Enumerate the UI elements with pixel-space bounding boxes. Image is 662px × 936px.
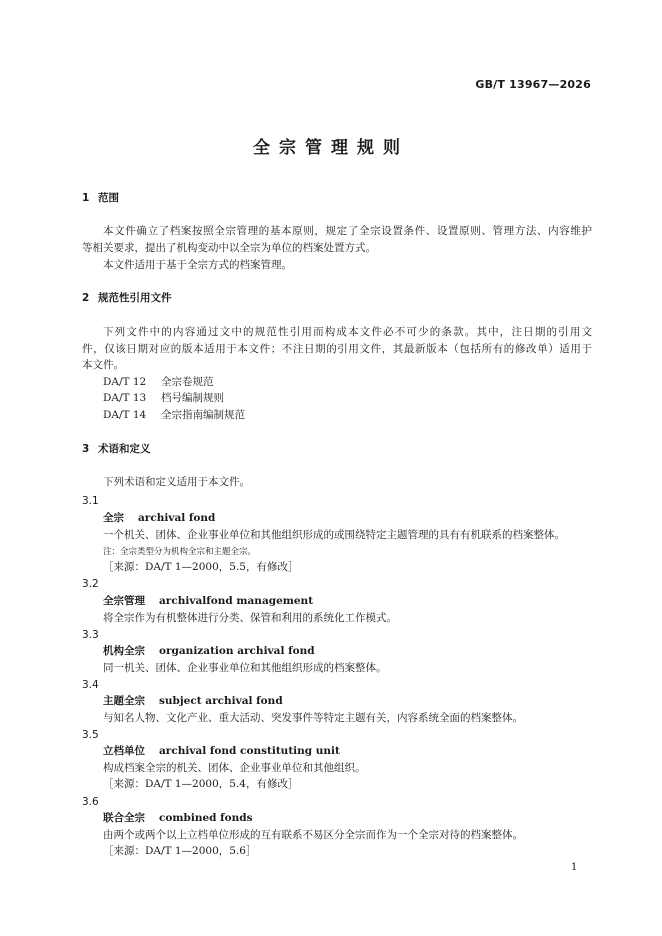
section-number: 2 [82, 292, 90, 304]
term-en: subject archival fond [159, 695, 283, 707]
section-2-heading [82, 291, 172, 305]
term-definition: 与知名人物、文化产业、重大活动、突发事件等特定主题有关，内容系统全面的档案整体。 [103, 712, 523, 724]
section-1-para-2: 本文件适用于基于全宗方式的档案管理。 [103, 259, 292, 271]
term-number: 3.1 [82, 495, 99, 507]
section-1-para-1-line-1: 本文件确立了档案按照全宗管理的基本原则，规定了全宗设置条件、设置原则、管理方法、内容维护 [103, 225, 592, 237]
term-heading [103, 594, 313, 608]
section-3-heading [82, 442, 151, 456]
term-definition: 同一机关、团体、企业事业单位和其他组织形成的档案整体。 [103, 662, 387, 674]
term-en: organization archival fond [159, 645, 315, 657]
term-zh: 主题全宗 [103, 695, 145, 707]
term-source: ［来源：DA/T 1—2000，5.5，有修改］ [103, 561, 299, 573]
section-1-heading [82, 191, 119, 205]
section-title: 术语和定义 [98, 443, 151, 455]
term-zh: 联合全宗 [103, 812, 145, 824]
term-number: 3.3 [82, 629, 99, 641]
term-heading [103, 694, 283, 708]
term-en: archival fond constituting unit [159, 745, 340, 757]
term-definition: 将全宗作为有机整体进行分类、保管和利用的系统化工作模式。 [103, 612, 397, 624]
reference-item [103, 375, 214, 389]
section-2-para-line-2: 件，仅该日期对应的版本适用于本文件；不注日期的引用文件，其最新版本（包括所有的修改单）适用于 [82, 343, 592, 355]
term-number: 3.5 [82, 729, 99, 741]
term-definition: 构成档案全宗的机关、团体、企业事业单位和其他组织。 [103, 762, 366, 774]
section-title: 范围 [98, 192, 119, 204]
term-heading [103, 811, 253, 825]
reference-item [103, 408, 245, 422]
term-zh: 立档单位 [103, 745, 145, 757]
term-zh: 全宗管理 [103, 595, 145, 607]
term-heading [103, 511, 215, 525]
term-zh: 全宗 [103, 512, 124, 524]
section-2-para-line-3: 本文件。 [82, 359, 124, 371]
term-number: 3.2 [82, 578, 99, 590]
page-number: 1 [571, 862, 578, 873]
term-note: 注：全宗类型分为机构全宗和主题全宗。 [103, 547, 257, 557]
section-number: 3 [82, 443, 90, 455]
term-source: ［来源：DA/T 1—2000，5.6］ [103, 845, 257, 857]
term-definition: 一个机关、团体、企业事业单位和其他组织形成的或围绕特定主题管理的具有有机联系的档案整体。 [103, 529, 565, 541]
section-number: 1 [82, 192, 90, 204]
section-3-intro: 下列术语和定义适用于本文件。 [103, 476, 250, 488]
term-definition: 由两个或两个以上立档单位形成的互有联系不易区分全宗而作为一个全宗对待的档案整体。 [103, 829, 523, 841]
reference-code: DA/T 12 [103, 376, 147, 388]
term-source: ［来源：DA/T 1—2000，5.4，有修改］ [103, 778, 299, 790]
document-title: 全宗管理规则 [253, 138, 409, 158]
section-1-para-1-line-2: 等相关要求，提出了机构变动中以全宗为单位的档案处置方式。 [82, 242, 376, 254]
reference-code: DA/T 14 [103, 409, 147, 421]
term-number: 3.6 [82, 796, 99, 808]
reference-title: 档号编制规则 [161, 392, 224, 404]
term-heading [103, 644, 315, 658]
reference-title: 全宗指南编制规范 [161, 409, 245, 421]
reference-title: 全宗卷规范 [161, 376, 214, 388]
reference-code: DA/T 13 [103, 392, 147, 404]
term-en: combined fonds [159, 812, 253, 824]
section-2-para-line-1: 下列文件中的内容通过文中的规范性引用而构成本文件必不可少的条款。其中，注日期的引用文 [103, 326, 592, 338]
term-en: archivalfond management [159, 595, 314, 607]
term-en: archival fond [138, 512, 216, 524]
reference-item [103, 391, 224, 405]
section-title: 规范性引用文件 [98, 292, 172, 304]
term-heading [103, 744, 340, 758]
term-number: 3.4 [82, 679, 99, 691]
standard-number: GB/T 13967—2026 [475, 78, 591, 91]
term-zh: 机构全宗 [103, 645, 145, 657]
